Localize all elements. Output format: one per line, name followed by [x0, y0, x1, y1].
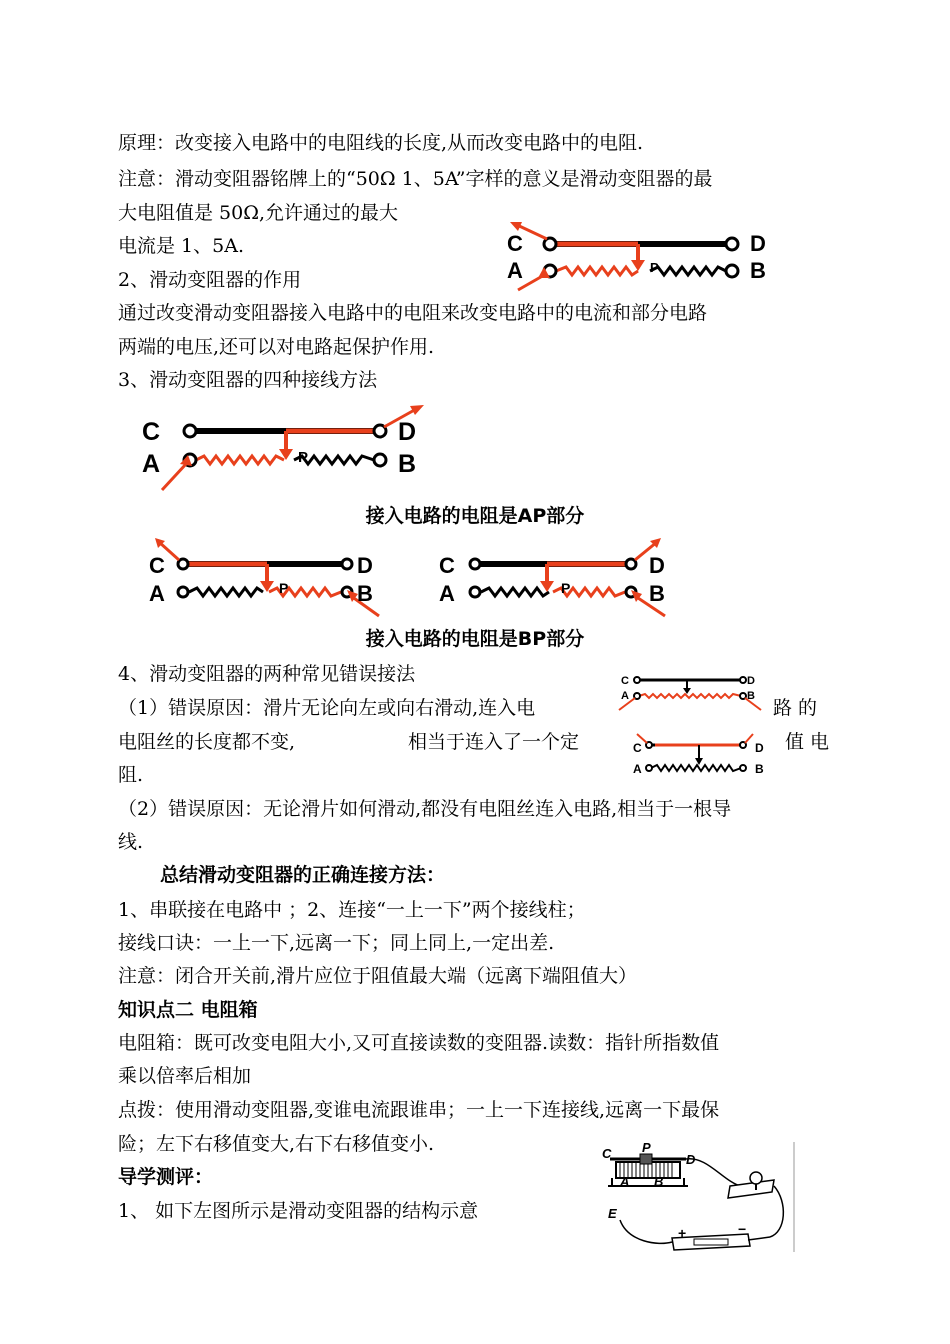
- tip-text-cont: 险；左下右移值变大,右下右移值变小.: [118, 1133, 435, 1155]
- principle-text: 原理：改变接入电路中的电阻线的长度,从而改变电路中的电阻.: [118, 132, 644, 154]
- terminal-label-c: C: [149, 553, 165, 578]
- terminal-label-c: C: [507, 231, 523, 256]
- error-1-text: （1）错误原因：滑片无论向左或向右滑动,连入电: [118, 697, 536, 719]
- slider-label-p: P: [298, 449, 309, 466]
- rheostat-diagram-2: [138, 402, 438, 494]
- resistance-box-text: 电阻箱：既可改变电阻大小,又可直接读数的变阻器.读数：指针所指数值: [118, 1032, 720, 1054]
- rheostat-diagram-3: [145, 532, 395, 617]
- terminal-label-b: B: [649, 581, 665, 606]
- function-text-cont: 两端的电压,还可以对电路起保护作用.: [118, 336, 435, 358]
- terminal-label-d: D: [649, 553, 665, 578]
- note-text: 注意：滑动变阻器铭牌上的“50Ω 1、5A”字样的意义是滑动变阻器的最: [118, 168, 713, 190]
- section-heading-function: 2、滑动变阻器的作用: [118, 269, 302, 291]
- terminal-label-d: D: [398, 418, 417, 446]
- error-2-text-cont: 线.: [118, 831, 144, 853]
- evaluation-heading: 导学测评：: [118, 1166, 214, 1188]
- error-1-text-right: 路 的: [773, 697, 818, 719]
- note-text-cont2: 电流是 1、5A.: [118, 235, 244, 257]
- slider-label-p: P: [279, 580, 289, 596]
- section-heading-wiring: 3、滑动变阻器的四种接线方法: [118, 369, 378, 391]
- battery-minus-label: −: [738, 1221, 747, 1237]
- slider-label-p: P: [650, 260, 659, 275]
- caption-bp: 接入电路的电阻是BP部分: [365, 628, 585, 650]
- terminal-label-a: A: [439, 581, 455, 606]
- terminal-label-b: B: [357, 581, 373, 606]
- terminal-label-c: C: [621, 675, 629, 687]
- summary-heading: 总结滑动变阻器的正确连接方法：: [160, 864, 446, 886]
- summary-mnemonic: 接线口诀：一上一下,远离一下；同上同上,一定出差.: [118, 932, 555, 954]
- tip-text: 点拨：使用滑动变阻器,变谁电流跟谁串；一上一下连接线,远离一下最保: [118, 1099, 720, 1121]
- rheostat-diagram-1: [500, 216, 790, 286]
- knowledge-point-2-heading: 知识点二 电阻箱: [118, 999, 258, 1021]
- terminal-label-d: D: [747, 675, 755, 687]
- terminal-label-c: C: [602, 1146, 612, 1161]
- question-1-text: 1、 如下左图所示是滑动变阻器的结构示意: [118, 1200, 479, 1222]
- terminal-label-b: B: [398, 450, 417, 478]
- summary-rule-1: 1、串联接在电路中 ；2、连接“一上一下”两个接线柱；: [118, 899, 586, 921]
- terminal-label-a: A: [633, 762, 642, 776]
- section-heading-errors: 4、滑动变阻器的两种常见错误接法: [118, 663, 416, 685]
- terminal-label-e: E: [608, 1206, 617, 1221]
- terminal-label-a: A: [620, 1174, 630, 1189]
- terminal-label-d: D: [755, 741, 764, 755]
- terminal-label-a: A: [142, 450, 161, 478]
- terminal-label-b: B: [747, 690, 755, 702]
- function-text: 通过改变滑动变阻器接入电路中的电阻来改变电路中的电流和部分电路: [118, 302, 708, 324]
- terminal-label-d: D: [357, 553, 373, 578]
- error-1-text-cont: 电阻丝的长度都不变,: [118, 731, 296, 753]
- error-1-text-mid: 相当于连入了一个定: [408, 731, 580, 753]
- rheostat-diagram-4: [435, 532, 685, 617]
- terminal-label-b: B: [750, 258, 766, 283]
- terminal-label-c: C: [633, 741, 642, 755]
- terminal-label-a: A: [149, 581, 165, 606]
- summary-note: 注意：闭合开关前,滑片应位于阻值最大端（远离下端阻值大）: [118, 965, 638, 987]
- caption-ap: 接入电路的电阻是AP部分: [365, 505, 585, 527]
- note-text-cont: 大电阻值是 50Ω,允许通过的最大: [118, 202, 399, 224]
- terminal-label-a: A: [621, 690, 629, 702]
- error-1-text-right2: 值 电: [785, 731, 830, 753]
- terminal-label-d: D: [750, 231, 766, 256]
- error-1-text-end: 阻.: [118, 764, 144, 786]
- circuit-sketch: [598, 1142, 798, 1252]
- terminal-label-a: A: [507, 258, 523, 283]
- error-2-text: （2）错误原因：无论滑片如何滑动,都没有电阻丝连入电路,相当于一根导: [118, 798, 732, 820]
- terminal-label-d: D: [686, 1152, 696, 1167]
- terminal-label-b: B: [755, 762, 764, 776]
- terminal-label-c: C: [439, 553, 455, 578]
- battery-plus-label: +: [678, 1225, 687, 1241]
- resistance-box-text-cont: 乘以倍率后相加: [118, 1065, 252, 1087]
- terminal-label-c: C: [142, 418, 161, 446]
- slider-label-p: P: [642, 1140, 651, 1155]
- wrong-wiring-diagram: [615, 670, 775, 780]
- terminal-label-b: B: [654, 1174, 664, 1189]
- slider-label-p: P: [561, 580, 571, 596]
